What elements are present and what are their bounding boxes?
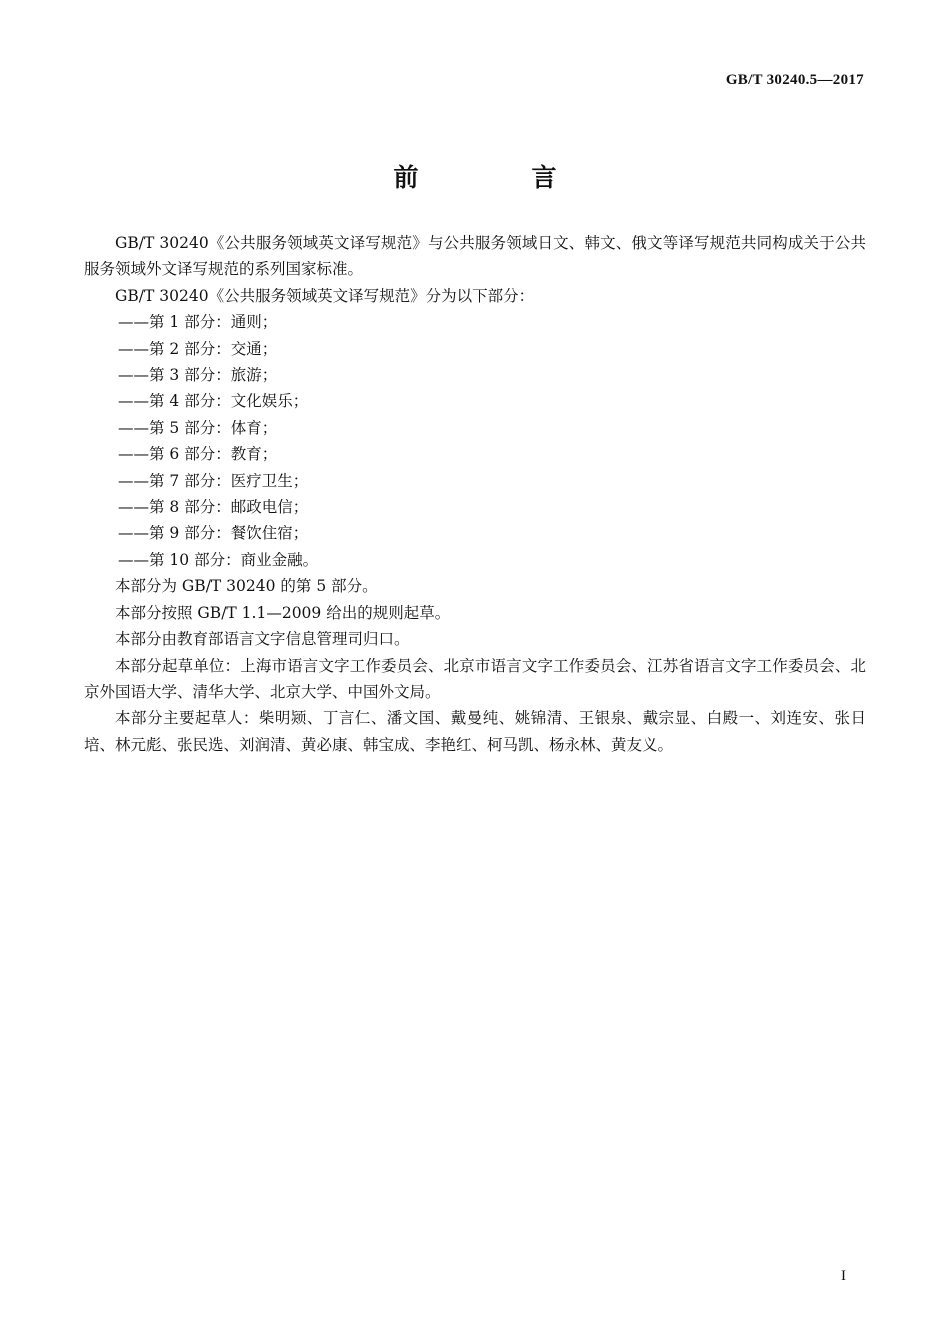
- closing-paragraph: 本部分按照 GB/T 1.1—2009 给出的规则起草。: [115, 603, 451, 622]
- intro-paragraph: GB/T 30240《公共服务领域英文译写规范》与公共服务领域日文、韩文、俄文等译写规范共同构成关于公共服务领域外文译写规范的系列国家标准。: [84, 234, 866, 279]
- part-list-item: ——第 6 部分：教育；: [118, 445, 278, 464]
- part-list-item: ——第 4 部分：文化娱乐；: [118, 392, 309, 411]
- drafters-paragraph: 本部分主要起草人：柴明颎、丁言仁、潘文国、戴曼纯、姚锦清、王银泉、戴宗显、白殿一、刘连安、张日培、林元彪、张民选、刘润清、黄必康、韩宝成、李艳红、柯马凯、杨永林、黄友义。: [84, 709, 866, 754]
- page-number: I: [841, 1268, 846, 1284]
- part-list-item: ——第 7 部分：医疗卫生；: [118, 471, 309, 490]
- part-list-item: ——第 3 部分：旅游；: [118, 366, 278, 385]
- closing-paragraph: 本部分由教育部语言文字信息管理司归口。: [115, 630, 410, 649]
- drafting-units-paragraph: 本部分起草单位：上海市语言文字工作委员会、北京市语言文字工作委员会、江苏省语言文字工作委员会、北京外国语大学、清华大学、北京大学、中国外文局。: [84, 656, 866, 701]
- closing-paragraph: 本部分为 GB/T 30240 的第 5 部分。: [115, 577, 378, 596]
- part-list-item: ——第 9 部分：餐饮住宿；: [118, 524, 309, 543]
- part-list-item: ——第 8 部分：邮政电信；: [118, 498, 309, 517]
- page-title: 前 言: [393, 163, 601, 192]
- part-list-item: ——第 10 部分：商业金融。: [118, 550, 319, 569]
- part-list-item: ——第 5 部分：体育；: [118, 418, 278, 437]
- intro-paragraph: GB/T 30240《公共服务领域英文译写规范》分为以下部分：: [115, 286, 535, 305]
- document-body: [84, 230, 866, 758]
- standard-code: GB/T 30240.5—2017: [725, 72, 864, 88]
- part-list-item: ——第 1 部分：通则；: [118, 313, 278, 332]
- part-list-item: ——第 2 部分：交通；: [118, 339, 278, 358]
